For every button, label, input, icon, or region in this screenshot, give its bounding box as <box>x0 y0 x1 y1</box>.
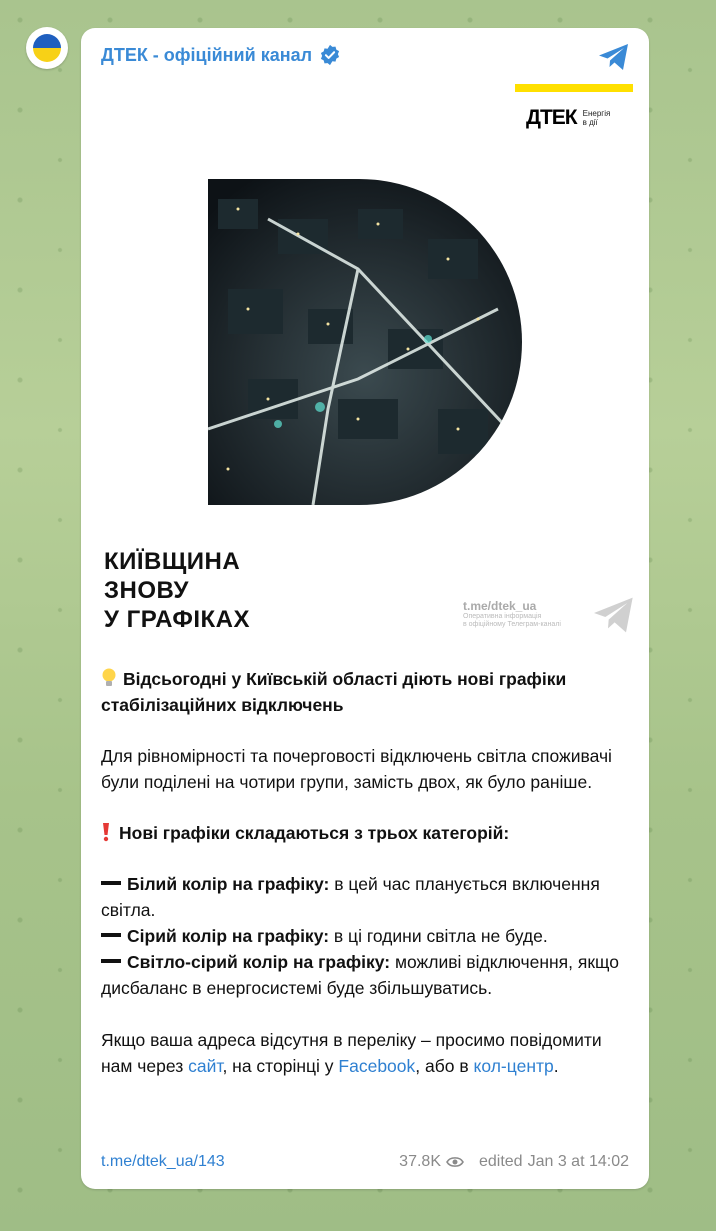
site-link[interactable]: сайт <box>188 1056 223 1076</box>
view-count: 37.8K <box>399 1153 441 1170</box>
dash-icon <box>101 881 121 885</box>
message-date: Jan 3 at 14:02 <box>527 1153 629 1170</box>
lightbulb-icon <box>101 668 117 688</box>
dash-icon <box>101 959 121 963</box>
post-link[interactable]: t.me/dtek_ua/143 <box>101 1153 225 1170</box>
post-image[interactable] <box>81 84 649 674</box>
message-headline: Відсьогодні у Київській області діють нові графіки стабілізаційних відключень <box>101 669 567 715</box>
message-paragraph-1: Для рівномірності та почерговості відключень світла споживачі були поділені на чотири групи, замість двох, як було раніше. <box>101 746 612 792</box>
edited-label: edited <box>478 1153 523 1170</box>
categories-heading: Нові графіки складаються з трьох категорій: <box>119 823 510 843</box>
message-footer <box>101 1153 629 1171</box>
channel-avatar[interactable] <box>26 27 68 69</box>
message-text: Відсьогодні у Київській області діють нові графіки стабілізаційних відключень Для рівномірності та почерговості відключень світла споживачі були поділені на чотири групи, замість двох, як було раніше. Нові графіки складаються з трьох категорій: Білий колір на графіку: в цей час планується включення світла. Сірий колір на графіку: в ці години світла не буде. Світло-сірий колір на графіку: можливі відключення, якщо дисбаланс в енергосистемі буде збільшуватись. Якщо ваша адреса відсутня в переліку – просимо повідомити нам через сайт, на сторінці у Facebook, або в кол-центр. <box>101 666 631 1104</box>
banner-title: КИЇВЩИНА ЗНОВУ У ГРАФІКАХ <box>104 548 250 633</box>
telegram-watermark-icon <box>591 595 637 635</box>
message-paragraph-last: Якщо ваша адреса відсутня в переліку – просимо повідомити нам через сайт, на сторінці у Facebook, або в кол-центр. <box>101 1030 602 1076</box>
facebook-link[interactable]: Facebook <box>338 1056 416 1076</box>
call-center-link[interactable]: кол-центр <box>473 1056 554 1076</box>
message-card <box>81 28 649 1189</box>
dash-icon <box>101 933 121 937</box>
telegram-share-icon[interactable] <box>597 42 631 72</box>
eye-icon <box>446 1156 464 1168</box>
banner-watermark: t.me/dtek_ua Оперативна інформація в офіційному Телеграм-каналі <box>463 599 561 629</box>
city-night-photo <box>208 179 522 505</box>
dtek-logo: ДТЕК Енергія в дії <box>526 106 611 129</box>
ukraine-flag-icon <box>33 34 61 62</box>
message-header <box>101 44 341 66</box>
brand-yellow-bar <box>515 84 633 92</box>
exclamation-icon <box>101 822 111 842</box>
message-meta <box>399 1153 629 1171</box>
verified-badge-icon <box>319 44 341 66</box>
channel-name[interactable]: ДТЕК - офіційний канал <box>101 44 313 65</box>
